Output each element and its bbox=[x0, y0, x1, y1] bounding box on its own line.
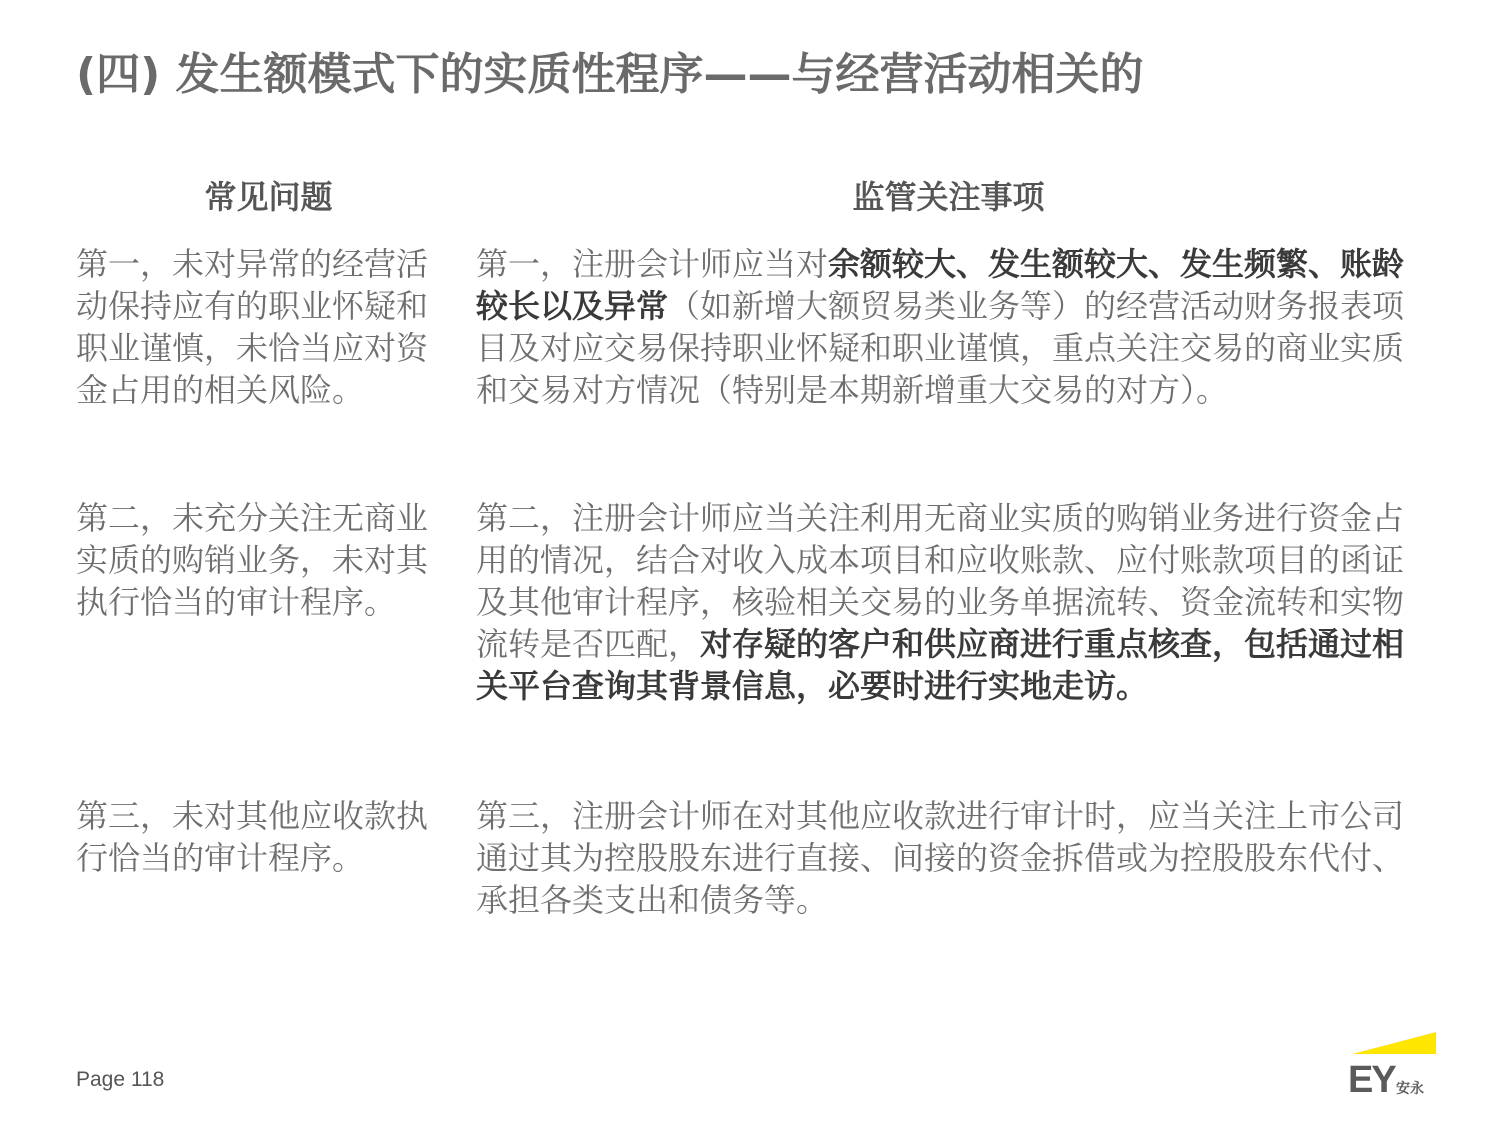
focus-text-2 bbox=[476, 497, 1428, 707]
problem-text-1: 第一，未对异常的经营活动保持应有的职业怀疑和职业谨慎，未恰当应对资金占用的相关风险。 bbox=[76, 245, 429, 409]
yellow-beam-icon bbox=[1352, 1032, 1436, 1054]
problem-text-2: 第二，未充分关注无商业实质的购销业务，未对其执行恰当的审计程序。 bbox=[76, 499, 429, 621]
focus-text-1 bbox=[476, 243, 1428, 411]
column-header-regulatory-focus: 监管关注事项 bbox=[852, 178, 1045, 216]
page-number: Page 118 bbox=[76, 1068, 165, 1091]
problem-text-3: 第三，未对其他应收款执行恰当的审计程序。 bbox=[76, 797, 429, 877]
focus-1-segment-2-bold: 余额较大、发生额较大、发生频繁、账龄较长以及异常 bbox=[476, 245, 1405, 325]
focus-3-segment-1: 第三，注册会计师在对其他应收款进行审计时，应当关注上市公司通过其为控股股东进行直接、间接的资金拆借或为控股股东代付、承担各类支出和债务等。 bbox=[476, 797, 1405, 919]
page-title: (四) 发生额模式下的实质性程序——与经营活动相关的 bbox=[76, 49, 1144, 100]
focus-2-segment-2-bold: 对存疑的客户和供应商进行重点核查，包括通过相关平台查询其背景信息，必要时进行实地走访。 bbox=[476, 625, 1405, 705]
focus-text-3 bbox=[476, 795, 1428, 921]
focus-2-segment-1: 第二，注册会计师应当关注利用无商业实质的购销业务进行资金占用的情况，结合对收入成本项目和应收账款、应付账款项目的函证及其他审计程序，核验相关交易的业务单据流转、资金流转和实物流转是否匹配， bbox=[476, 499, 1405, 663]
column-header-common-issues: 常见问题 bbox=[204, 178, 333, 216]
logo-chinese-text: 安永 bbox=[1396, 1081, 1424, 1097]
focus-1-segment-1: 第一，注册会计师应当对 bbox=[476, 245, 829, 283]
ey-logo bbox=[1346, 1032, 1446, 1102]
logo-brand-text: EY bbox=[1348, 1059, 1395, 1101]
focus-1-segment-3: （如新增大额贸易类业务等）的经营活动财务报表项目及对应交易保持职业怀疑和职业谨慎，重点关注交易的商业实质和交易对方情况（特别是本期新增重大交易的对方）。 bbox=[476, 287, 1405, 409]
